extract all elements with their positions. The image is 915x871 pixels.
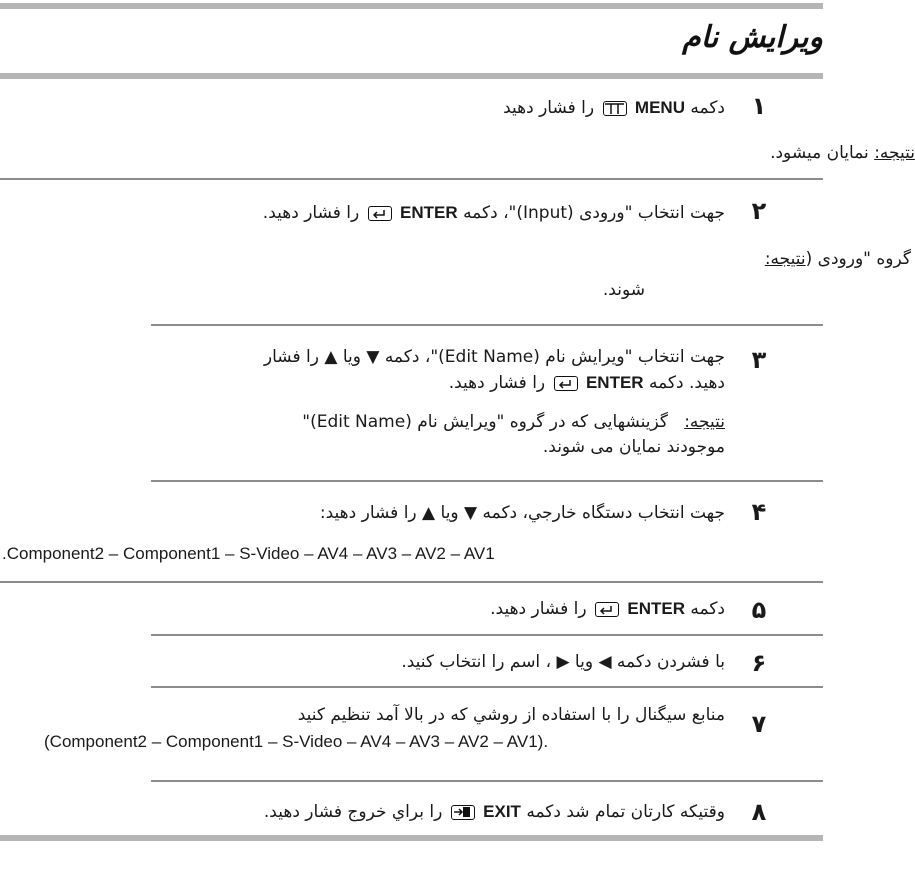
divider-4 <box>0 581 823 583</box>
title-rule <box>0 73 823 79</box>
divider-1 <box>0 178 823 180</box>
divider-7 <box>151 780 823 782</box>
enter-key: ENTER <box>585 373 644 392</box>
step-8-text <box>264 801 725 823</box>
divider-5 <box>151 634 823 636</box>
step-5-post: را فشار دهید. <box>490 599 587 619</box>
bottom-rule <box>0 835 823 841</box>
divider-6 <box>151 686 823 688</box>
result-2-text: گروه "ورودی ( <box>805 249 911 269</box>
divider-3 <box>151 480 823 482</box>
step-5-number: ۵ <box>751 596 767 624</box>
step-3-line2 <box>449 372 725 394</box>
step-2-number: ۲ <box>751 197 767 225</box>
result-2 <box>765 248 911 270</box>
enter-icon <box>368 206 392 221</box>
step-1-text <box>503 97 725 119</box>
step-2-post: را فشار دهید. <box>262 203 360 223</box>
result-3-line1 <box>302 411 725 433</box>
result-3-text: گزینشهایی که در گروه "ویرایش نام (Edit Name)" <box>302 412 668 432</box>
result-1-label: نتیجه: <box>874 143 915 163</box>
step-5-pre: دکمه <box>690 599 725 619</box>
result-3-label: نتیجه: <box>684 412 725 432</box>
step-8-number: ۸ <box>751 798 767 826</box>
enter-icon <box>554 376 578 391</box>
result-2-label: نتیجه: <box>764 249 806 269</box>
exit-key: EXIT <box>483 802 521 821</box>
enter-icon <box>595 602 619 617</box>
step-4-line1: جهت انتخاب دستگاه خارجي، دکمه ▼ ویا ▲ را فشار دهید: <box>319 503 725 523</box>
step-3-line1: جهت انتخاب "ویرایش نام (Edit Name)"، دکمه ▼ ویا ▲ را فشار <box>263 347 725 367</box>
result-2-line2: شوند. <box>602 280 645 300</box>
result-3-line2: موجودند نمایان می شوند. <box>542 437 725 457</box>
exit-icon <box>451 805 475 820</box>
step-1-post: را فشار دهید <box>503 98 595 118</box>
step-3-l2-post: را فشار دهید. <box>448 373 546 393</box>
step-2-text <box>263 202 725 224</box>
step-8-post: را براي خروج فشار دهید. <box>263 802 443 822</box>
menu-icon <box>603 101 627 116</box>
enter-key: ENTER <box>627 599 685 618</box>
step-7-sources: (Component2 – Component1 – S-Video – AV4 – AV3 – AV2 – AV1). <box>44 732 549 751</box>
divider-2 <box>151 324 823 326</box>
result-1-text: نمایان میشود. <box>770 143 869 163</box>
step-6-number: ۶ <box>751 649 767 677</box>
step-3-l2-pre: دهید. دکمه <box>648 373 725 393</box>
step-5-text <box>490 598 725 620</box>
step-4-number: ۴ <box>751 498 767 526</box>
step-7-number: ۷ <box>751 710 767 738</box>
enter-key: ENTER <box>400 203 458 222</box>
step-1-number: ۱ <box>751 92 767 120</box>
top-rule <box>0 3 823 9</box>
menu-key: MENU <box>634 98 685 117</box>
result-1 <box>770 142 915 164</box>
step-6-text: با فشردن دکمه ◀ ویا ▶ ، اسم را انتخاب کنید. <box>401 652 725 672</box>
step-8-pre: وقتیکه کارتان تمام شد دکمه <box>526 802 725 822</box>
step-7-line1: منابع سیگنال را با استفاده از روشي که در بالا آمد تنظیم کنید <box>297 705 725 725</box>
page-title: ویرایش نام <box>682 20 823 55</box>
step-3-number: ۳ <box>751 346 767 374</box>
step-2-pre: جهت انتخاب "ورودی (Input)"، دکمه <box>463 203 725 223</box>
step-1-pre: دکمه <box>690 98 725 118</box>
step-4-sources: .Component2 – Component1 – S-Video – AV4 – AV3 – AV2 – AV1 <box>2 544 495 563</box>
